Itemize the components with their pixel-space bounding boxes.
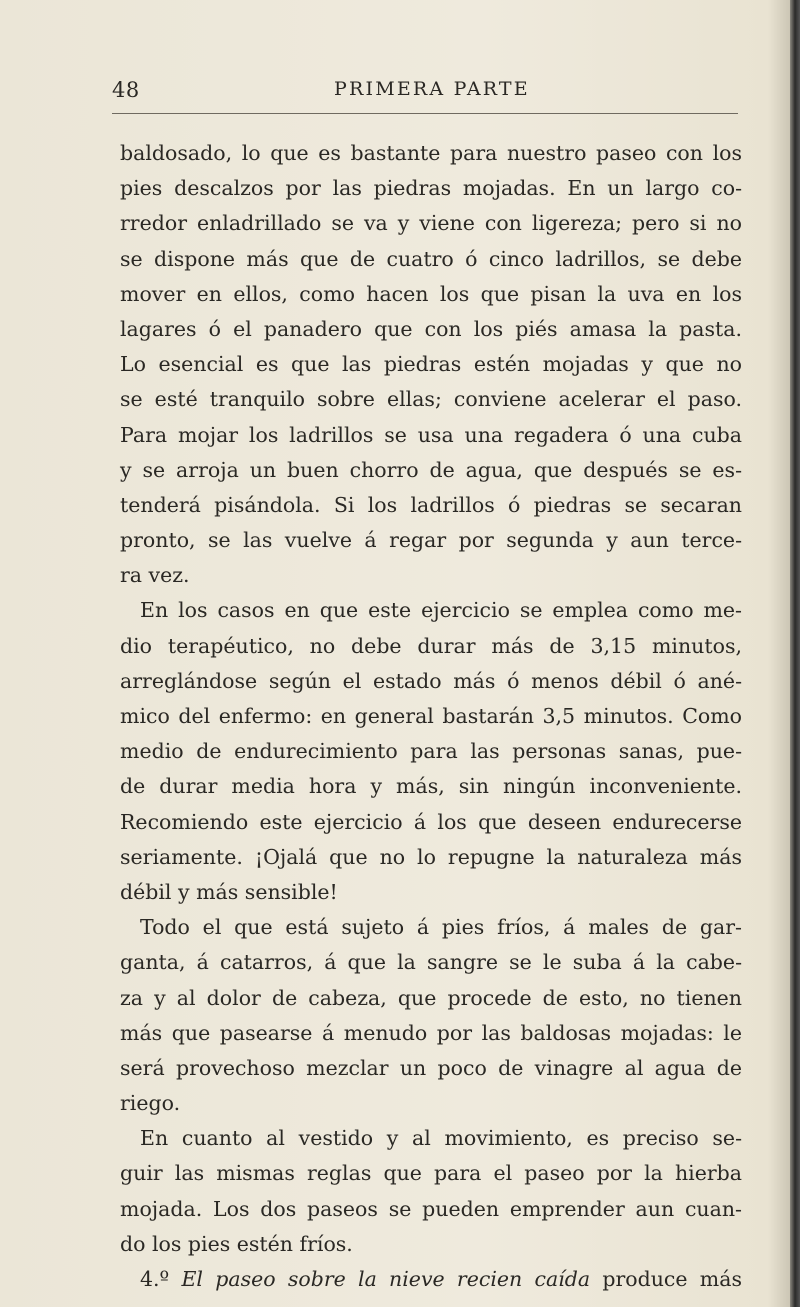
text-line: débil y más sensible!	[120, 879, 338, 904]
text-line: En los casos en que este ejercicio se emplea como me-	[140, 598, 742, 623]
section-continuation: produce más	[602, 1267, 742, 1291]
text-line: arreglándose según el estado más ó menos débil ó ané-	[120, 668, 742, 693]
text-line: medio de endurecimiento para las personas sanas, pue-	[120, 739, 742, 764]
text-line: tenderá pisándola. Si los ladrillos ó piedras se secaran	[120, 492, 742, 517]
text-line: Lo esencial es que las piedras estén mojadas y que no	[120, 352, 742, 377]
section-number: 4.º	[140, 1267, 170, 1291]
running-title: PRIMERA PARTE	[334, 78, 530, 100]
text-line: de durar media hora y más, sin ningún inconveniente.	[120, 774, 742, 799]
text-line: Todo el que está sujeto á pies fríos, á males de gar-	[140, 915, 742, 940]
text-line: seriamente. ¡Ojalá que no lo repugne la naturaleza más	[120, 844, 742, 869]
section-heading-line	[120, 1262, 742, 1297]
text-line: más que pasearse á menudo por las baldosas mojadas: le	[120, 1020, 742, 1045]
text-line: se esté tranquilo sobre ellas; conviene acelerar el paso.	[120, 387, 742, 412]
text-line: se dispone más que de cuatro ó cinco ladrillos, se debe	[120, 246, 742, 271]
page-number: 48	[112, 78, 140, 102]
text-line: dio terapéutico, no debe durar más de 3,15 minutos,	[120, 633, 742, 658]
text-line: Para mojar los ladrillos se usa una regadera ó una cuba	[120, 422, 742, 447]
text-line: lagares ó el panadero que con los piés amasa la pasta.	[120, 316, 742, 341]
header-rule	[112, 113, 738, 114]
text-line: ganta, á catarros, á que la sangre se le suba á la cabe-	[120, 950, 742, 975]
body-text	[120, 136, 742, 1297]
page-header	[112, 74, 734, 106]
text-line: pronto, se las vuelve á regar por segunda y aun terce-	[120, 528, 742, 553]
text-line: riego.	[120, 1091, 181, 1116]
section-title: El paseo sobre la nieve recien caída	[181, 1267, 591, 1291]
text-line: pies descalzos por las piedras mojadas. En un largo co-	[120, 176, 742, 201]
text-line: mojada. Los dos paseos se pueden emprender aun cuan-	[120, 1196, 742, 1221]
text-line: mover en ellos, como hacen los que pisan la uva en los	[120, 281, 742, 306]
text-line: do los pies estén fríos.	[120, 1231, 353, 1256]
text-line: za y al dolor de cabeza, que procede de esto, no tienen	[120, 985, 742, 1010]
text-line: baldosado, lo que es bastante para nuestro paseo con los	[120, 141, 742, 165]
text-line: ra vez.	[120, 563, 190, 588]
text-line: guir las mismas reglas que para el paseo por la hierba	[120, 1161, 742, 1186]
text-line: y se arroja un buen chorro de agua, que después se es-	[120, 457, 742, 482]
text-line: mico del enfermo: en general bastarán 3,5 minutos. Como	[120, 704, 742, 728]
book-spine-edge	[790, 0, 800, 1307]
text-line: Recomiendo este ejercicio á los que deseen endurecerse	[120, 809, 742, 834]
text-line: rredor enladrillado se va y viene con ligereza; pero si no	[120, 211, 742, 236]
text-line: será provechoso mezclar un poco de vinagre al agua de	[120, 1055, 742, 1080]
text-line: En cuanto al vestido y al movimiento, es preciso se-	[140, 1126, 742, 1151]
